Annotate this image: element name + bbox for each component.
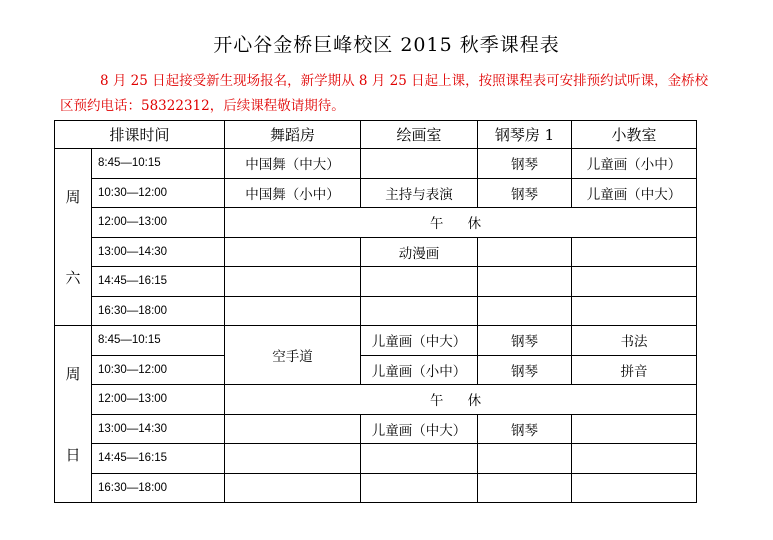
lunch-break-cell: 午 休 <box>225 208 697 238</box>
time-cell: 16:30—18:00 <box>92 473 225 503</box>
table-row <box>55 326 697 356</box>
class-cell: 动漫画 <box>361 237 478 267</box>
class-cell <box>478 444 572 474</box>
class-cell <box>225 296 361 326</box>
time-cell: 8:45—10:15 <box>92 326 225 356</box>
class-cell: 钢琴 <box>478 355 572 385</box>
time-cell: 13:00—14:30 <box>92 237 225 267</box>
class-cell: 儿童画（小中） <box>361 355 478 385</box>
class-cell-karate: 空手道 <box>225 326 361 385</box>
class-cell: 儿童画（小中） <box>572 149 697 179</box>
table-row <box>55 267 697 297</box>
class-cell <box>361 267 478 297</box>
class-cell <box>572 237 697 267</box>
table-row <box>55 296 697 326</box>
class-cell: 中国舞（小中） <box>225 178 361 208</box>
page-title: 开心谷金桥巨峰校区 2015 秋季课程表 <box>213 34 560 56</box>
header-art-room: 绘画室 <box>361 121 478 149</box>
header-small-classroom: 小教室 <box>572 121 697 149</box>
class-cell <box>478 473 572 503</box>
day-label-sunday: 周 日 <box>55 326 92 503</box>
class-cell <box>225 237 361 267</box>
class-cell <box>478 237 572 267</box>
time-cell: 12:00—13:00 <box>92 208 225 238</box>
table-row <box>55 385 697 415</box>
class-cell <box>225 267 361 297</box>
class-cell: 拼音 <box>572 355 697 385</box>
schedule-table <box>54 120 697 503</box>
time-cell: 10:30—12:00 <box>92 355 225 385</box>
class-cell <box>361 473 478 503</box>
header-piano-room: 钢琴房 1 <box>478 121 572 149</box>
class-cell <box>572 267 697 297</box>
class-cell <box>225 444 361 474</box>
class-cell <box>361 149 478 179</box>
class-cell <box>361 444 478 474</box>
table-header-row <box>55 121 697 149</box>
header-dance-room: 舞蹈房 <box>225 121 361 149</box>
class-cell <box>572 444 697 474</box>
header-time: 排课时间 <box>55 121 225 149</box>
time-cell: 14:45—16:15 <box>92 267 225 297</box>
class-cell <box>572 414 697 444</box>
table-row <box>55 208 697 238</box>
time-cell: 8:45—10:15 <box>92 149 225 179</box>
table-row <box>55 444 697 474</box>
class-cell <box>361 296 478 326</box>
class-cell: 钢琴 <box>478 414 572 444</box>
class-cell <box>572 473 697 503</box>
time-cell: 12:00—13:00 <box>92 385 225 415</box>
time-cell: 14:45—16:15 <box>92 444 225 474</box>
class-cell <box>478 296 572 326</box>
day-label-saturday: 周 六 <box>55 149 92 326</box>
class-cell: 儿童画（中大） <box>572 178 697 208</box>
class-cell: 儿童画（中大） <box>361 414 478 444</box>
class-cell: 钢琴 <box>478 178 572 208</box>
class-cell: 钢琴 <box>478 149 572 179</box>
time-cell: 10:30—12:00 <box>92 178 225 208</box>
table-row <box>55 178 697 208</box>
class-cell: 主持与表演 <box>361 178 478 208</box>
table-row <box>55 355 697 385</box>
enrollment-notice: 8 月 25 日起接受新生现场报名，新学期从 8 月 25 日起上课，按照课程表可安排预约试听课，金桥校区预约电话：58322312，后续课程敬请期待。 <box>60 73 709 114</box>
class-cell <box>225 473 361 503</box>
lunch-break-cell: 午 休 <box>225 385 697 415</box>
class-cell: 书法 <box>572 326 697 356</box>
time-cell: 13:00—14:30 <box>92 414 225 444</box>
table-row <box>55 149 697 179</box>
time-cell: 16:30—18:00 <box>92 296 225 326</box>
table-row <box>55 414 697 444</box>
table-row <box>55 473 697 503</box>
class-cell: 钢琴 <box>478 326 572 356</box>
table-row <box>55 237 697 267</box>
class-cell: 中国舞（中大） <box>225 149 361 179</box>
class-cell: 儿童画（中大） <box>361 326 478 356</box>
class-cell <box>225 414 361 444</box>
class-cell <box>478 267 572 297</box>
class-cell <box>572 296 697 326</box>
